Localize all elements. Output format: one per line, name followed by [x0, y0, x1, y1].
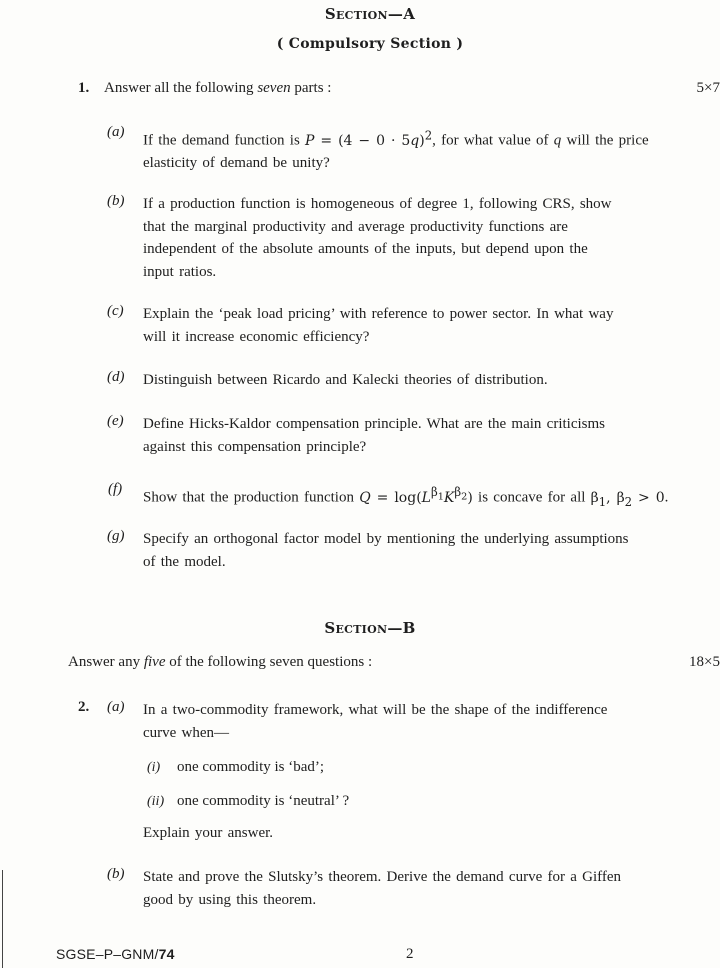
part-c-label: (c) — [107, 303, 124, 319]
part-g-line-2: of the model. — [143, 553, 226, 570]
part-e-line-1: Define Hicks-Kaldor compensation principle. What are the main criticisms — [143, 416, 605, 432]
section-b-marks: 18×5 — [689, 654, 720, 670]
part-d-text — [143, 369, 720, 392]
part-g-label: (g) — [107, 528, 125, 544]
q2-part-b-line-1: State and prove the Slutsky’s theorem. Derive the demand curve for a Giffen — [143, 869, 621, 885]
q2-part-a-text — [143, 699, 720, 744]
part-g-line-1: Specify an orthogonal factor model by mentioning the underlying assumptions — [143, 531, 629, 547]
q2-part-a-label: (a) — [107, 699, 125, 715]
question-1-number: 1. — [78, 80, 90, 96]
section-a-title: Section—A — [324, 5, 416, 23]
part-b-line-2: that the marginal productivity and average productivity functions are — [143, 218, 568, 235]
q2-part-b-line-2: good by using this theorem. — [143, 891, 317, 908]
part-e-label: (e) — [107, 413, 124, 429]
part-c-line-2: will it increase economic efficiency? — [143, 328, 370, 345]
part-e-text — [143, 413, 720, 458]
instruction-emphasis: seven — [257, 80, 291, 96]
scan-edge-line — [2, 870, 3, 968]
part-a-label: (a) — [107, 124, 125, 140]
q2-part-a-line-1: In a two-commodity framework, what will be the shape of the indifference — [143, 702, 608, 718]
section-a-subtitle: ( Compulsory Section ) — [276, 36, 464, 52]
q2-part-b-label: (b) — [107, 866, 125, 882]
q2-part-b-text — [143, 866, 720, 911]
instruction-emphasis: five — [143, 654, 166, 670]
part-a-line-2: elasticity of demand be unity? — [143, 155, 330, 172]
q2-a-sub-ii-label: (ii) — [147, 794, 165, 809]
question-1-instruction — [104, 80, 331, 97]
part-f-text — [143, 481, 720, 513]
paper-code-number: 74 — [158, 946, 175, 962]
part-c-line-1: Explain the ‘peak load pricing’ with reference to power sector. In what way — [143, 306, 614, 322]
section-b-instruction — [68, 654, 372, 671]
part-b-text — [143, 193, 720, 283]
q2-a-sub-i-text: one commodity is ‘bad’; — [177, 759, 325, 775]
part-g-text — [143, 528, 720, 573]
section-b-title: Section—B — [324, 619, 416, 637]
part-d-label: (d) — [107, 369, 125, 385]
part-c-text — [143, 303, 720, 348]
part-a-line-1: If the demand function is $P = (4 - 0 \cdot 5q)^2$, for what value of q will the price — [143, 128, 649, 149]
part-a-text — [143, 124, 720, 175]
paper-code-prefix: SGSE–P–GNM/ — [56, 946, 159, 962]
instruction-text: Answer all the following — [104, 80, 258, 96]
instruction-text-end: parts : — [290, 80, 332, 96]
part-e-line-2: against this compensation principle? — [143, 438, 367, 455]
q2-part-a-closing: Explain your answer. — [143, 825, 274, 841]
part-f-line-1: Show that the production function $Q = \log(L^{\beta_1}K^{\beta_2})$ is concave for all $\beta_1$, $\beta_2 > 0$. — [143, 485, 669, 509]
part-b-label: (b) — [107, 193, 125, 209]
q2-a-sub-i-label: (i) — [147, 760, 161, 775]
question-2-number: 2. — [78, 699, 90, 715]
page-number: 2 — [406, 946, 414, 962]
part-b-line-4: input ratios. — [143, 263, 217, 280]
part-d-line-1: Distinguish between Ricardo and Kalecki theories of distribution. — [143, 372, 548, 388]
part-b-line-3: independent of the absolute amounts of the inputs, but depend upon the — [143, 241, 588, 257]
q2-a-sub-ii-text: one commodity is ‘neutral’ ? — [177, 793, 350, 809]
instruction-text-end: of the following seven questions : — [165, 654, 373, 670]
question-1-marks: 5×7 — [696, 80, 720, 96]
q2-part-a-line-2: curve when— — [143, 724, 230, 741]
part-b-line-1: If a production function is homogeneous of degree 1, following CRS, show — [143, 196, 612, 212]
paper-code — [56, 946, 175, 962]
instruction-text: Answer any — [68, 654, 144, 670]
part-f-label: (f) — [108, 481, 123, 497]
